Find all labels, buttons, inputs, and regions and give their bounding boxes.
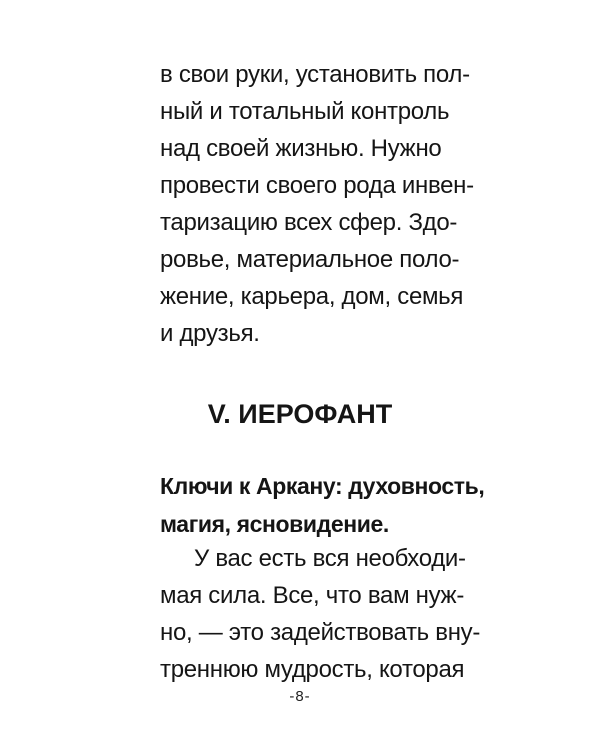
text-line: ный и тотальный контроль <box>160 98 450 125</box>
text-line: и друзья. <box>160 320 260 347</box>
section-paragraph <box>160 540 481 688</box>
text-line: но, — это задействовать вну- <box>160 619 481 646</box>
text-line: в свои руки, установить пол- <box>160 61 470 88</box>
text-line: мая сила. Все, что вам нуж- <box>160 582 465 609</box>
paragraph-continued <box>160 56 474 352</box>
text-line: У вас есть вся необходи- <box>194 545 466 572</box>
keys-line: магия, ясновидение. <box>160 511 389 537</box>
text-line: ровье, материальное поло- <box>160 246 460 273</box>
text-line: жение, карьера, дом, семья <box>160 283 464 310</box>
keys-line: Ключи к Аркану: духовность, <box>160 473 485 499</box>
text-line: таризацию всех сфер. Здо- <box>160 209 458 236</box>
text-line: провести своего рода инвен- <box>160 172 474 199</box>
text-line: над своей жизнью. Нужно <box>160 135 442 162</box>
text-line: треннюю мудрость, которая <box>160 656 465 683</box>
page-number: -8- <box>289 688 311 705</box>
section-heading: V. ИЕРОФАНТ <box>207 399 393 429</box>
arcana-keys <box>160 467 485 543</box>
